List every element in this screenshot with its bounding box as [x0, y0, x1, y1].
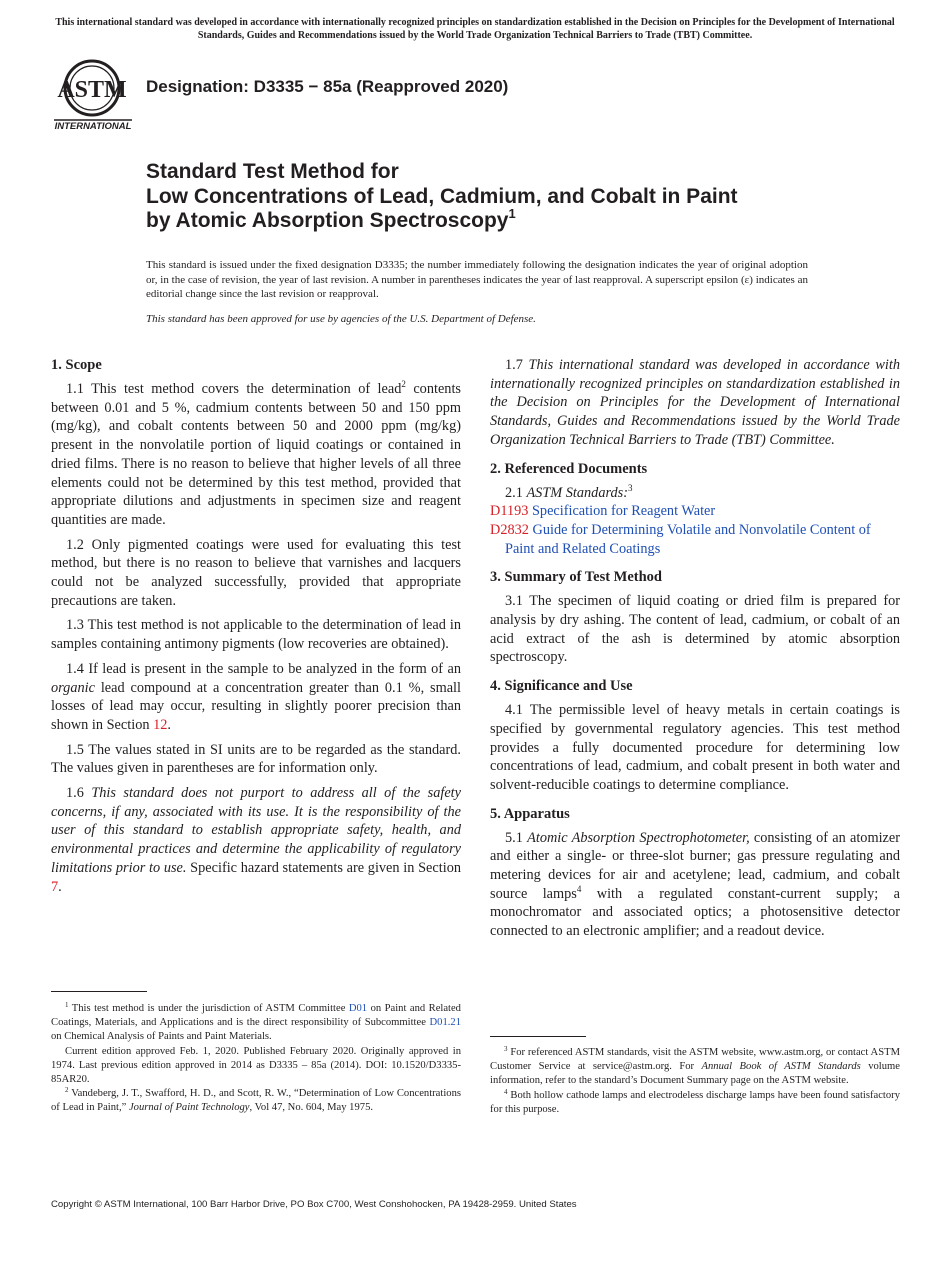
title-footnote-mark[interactable]: 1 [508, 206, 516, 221]
dod-approval-note: This standard has been approved for use by agencies of the U.S. Department of Defense. [146, 313, 536, 325]
para-4-1: 4.1 The permissible level of heavy metals in certain coatings is specified by governmental regulatory agencies. This test method provides a fully documented procedure for determining low concentrations of lead, cadmium, and cobalt present in both water and solvent-reducible coatings to determine compliance. [490, 702, 900, 793]
para-1-3: 1.3 This test method is not applicable to the determination of lead in samples containing antimony pigments (low recoveries are obtained). [51, 617, 461, 653]
para-3-1: 3.1 The specimen of liquid coating or dried film is prepared for analysis by dry ashing. The content of lead, cadmium, or cobalt of an acid extract of the ash is determined by atomic absorption spectroscopy. [490, 593, 900, 666]
para-1-4: 1.4 If lead is present in the sample to be analyzed in the form of an organic lead compound at a concentration greater than 0.1 %, small losses of lead may occur, resulting in slightly poorer precision than shown in Section 12. [51, 660, 461, 733]
footnotes-right [490, 1046, 900, 1117]
committee-d01-link[interactable]: D01 [348, 1003, 368, 1014]
astm-logo [52, 56, 136, 132]
astm-logo-text: ASTM [57, 77, 127, 103]
section-12-link[interactable]: 12 [153, 716, 168, 733]
astm-logo-subtext: INTERNATIONAL [54, 121, 132, 132]
footnote-1: $^1$ This test method is under the jurisdiction of ASTM Committee D01 on Paint and Related Coatings, Materials, and Applications and is the direct responsibility of Subcommittee D01.21 on Chemical Analysis of Paints and Paint Materials. [51, 1001, 461, 1043]
footnote-divider-right [490, 1036, 586, 1037]
left-column [51, 356, 461, 902]
footnote-ref-4[interactable]: 4 [576, 883, 582, 894]
title-line-3: by Atomic Absorption Spectroscopy$^1$ [146, 206, 516, 232]
intro-paragraph: This standard is issued under the fixed designation D3335; the number immediately following the designation indicates the year of original adoption or, in the case of revision, the year of last revision. A number in parentheses indicates the year of last reapproval. A superscript epsilon (ε) indicates an editorial change since the last revision or reapproval. [146, 259, 808, 300]
para-1-2: 1.2 Only pigmented coatings were used for evaluating this test method, but there is no reason to believe that varnishes and lacquers could not be analyzed successfully, provided that appropriate precautions are taken. [51, 536, 461, 609]
section-1-heading: 1. Scope [51, 357, 102, 373]
footnote-divider-left [51, 991, 147, 992]
right-column [490, 356, 900, 947]
para-1-6: 1.6 This standard does not purport to address all of the safety concerns, if any, associated with its use. It is the responsibility of the user of this standard to establish appropriate safety, health, and environmental practices and determine the applicability of regulatory limitations prior to use. Specific hazard statements are given in Section 7. [51, 785, 461, 895]
para-2-1: 2.1 ASTM Standards:$^3$ [505, 482, 633, 501]
footnotes-left [51, 1002, 461, 1116]
section-2-heading: 2. Referenced Documents [490, 460, 648, 477]
footnote-ref-2[interactable]: 2 [401, 379, 406, 389]
para-1-5: 1.5 The values stated in SI units are to be regarded as the standard. The values given in parentheses are for information only. [51, 741, 461, 777]
section-3-heading: 3. Summary of Test Method [490, 569, 662, 586]
title-line-1: Standard Test Method for [146, 160, 399, 183]
subcommittee-d01-21-link[interactable]: D01.21 [429, 1017, 461, 1029]
title-line-2: Low Concentrations of Lead, Cadmium, and Cobalt in Paint [146, 184, 738, 208]
para-1-7: 1.7 This international standard was developed in accordance with internationally recognized principles on standardization established in the Decision on Principles for the Development of International Standards, Guides and Recommendations issued by the World Trade Organization Technical Barriers to Trade (TBT) Committee. [490, 357, 900, 448]
footnote-2: $^2$ Vandeberg, J. T., Swafford, H. D., and Scott, R. W., “Determination of Low Concentrations of Lead in Paint,” Journal of Paint Technology, Vol 47, No. 604, May 1975. [51, 1086, 461, 1114]
designation: Designation: D3335 − 85a (Reapproved 2020) [146, 77, 509, 96]
section-4-heading: 4. Significance and Use [490, 678, 633, 695]
ref-d1193[interactable]: D1193 Specification for Reagent Water [490, 503, 716, 520]
ref-d2832[interactable]: D2832 Guide for Determining Volatile and Nonvolatile Content of Paint and Related Coatings [490, 521, 871, 557]
footnote-3: $^3$ For referenced ASTM standards, visit the ASTM website, www.astm.org, or contact ASTM Customer Service at service@astm.org. For Annual Book of ASTM Standards volume information, refer to the standard’s Document Summary page on the ASTM website. [490, 1045, 900, 1087]
para-5-1: 5.1 Atomic Absorption Spectrophotometer, consisting of an atomizer and either a single- or three-slot burner; gas pressure regulating and metering devices for air and acetylene; lead, cadmium, and cobalt source lamps$^4$ with a regulated constant-current supply; a monochromator and associated optics; a photosensitive detector connected to an electronic amplifier; and a readout device. [490, 829, 900, 940]
footnote-1-edition: Current edition approved Feb. 1, 2020. Published February 2020. Originally approved in 1974. Last previous edition approved in 2014 as D3335 – 85a (2014). DOI: 10.1520/D3335-85AR20. [51, 1045, 461, 1086]
tbt-notice: This international standard was developed in accordance with internationally recognized principles on standardization established in the Decision on Principles for the Development of International Standards, Guides and Recommendations issued by the World Trade Organization Technical Barriers to Trade (TBT) Committee. [55, 17, 895, 41]
footnote-4: $^4$ Both hollow cathode lamps and electrodeless discharge lamps have been found satisfactory for this purpose. [490, 1087, 900, 1115]
footnote-ref-3[interactable]: 3 [628, 482, 633, 493]
copyright-line: Copyright © ASTM International, 100 Barr Harbor Drive, PO Box C700, West Conshohocken, PA 19428-2959. United States [51, 1199, 577, 1210]
section-7-link[interactable]: 7 [51, 878, 59, 895]
para-1-1: 1.1 This test method covers the determination of lead$^2$ contents between 0.01 and 5 %, cadmium contents between 50 and 150 ppm (mg/kg), and cobalt contents between 50 and 2000 ppm (mg/kg) present in the nonvolatile portion of liquid coatings or contained in dried films. There is no reason to believe that higher levels of all three elements could not be determined by this test method, provided that appropriate dilutions and adjustments in specimen size and reagent quantities are made. [51, 379, 461, 528]
section-5-heading: 5. Apparatus [490, 805, 570, 822]
document-title [146, 160, 906, 234]
